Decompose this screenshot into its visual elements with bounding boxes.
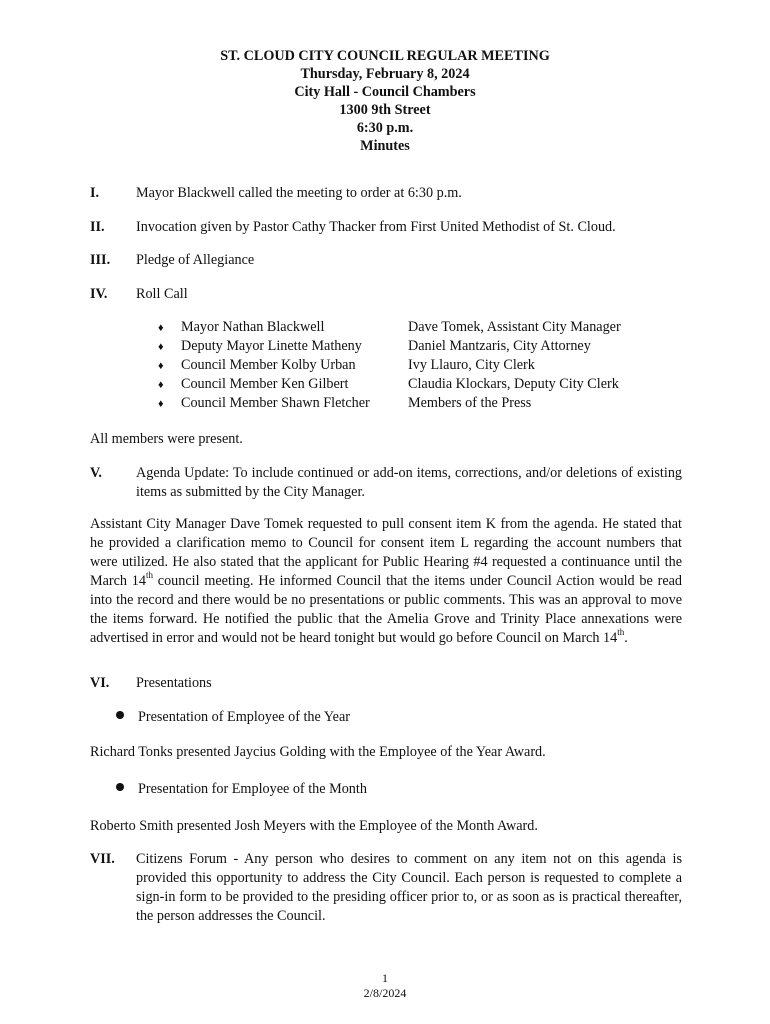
member-name: Council Member Kolby Urban: [181, 357, 356, 373]
item-text: Invocation given by Pastor Cathy Thacker from First United Methodist of St. Cloud.: [136, 219, 616, 235]
list-item: [158, 375, 370, 394]
staff-name: Daniel Mantzaris, City Attorney: [408, 338, 591, 354]
member-name: Deputy Mayor Linette Matheny: [181, 338, 362, 354]
list-item: [158, 356, 370, 375]
item-ii: [90, 218, 682, 237]
diamond-bullet-icon: ♦: [158, 398, 164, 410]
item-text: Citizens Forum - Any person who desires to comment on any item not on this agenda is provided this opportunity to address the City Council. Each person is requested to complete a sign-in form to be provided to the presiding officer prior to, or as soon as is practical thereafter, the person addresses the Council.: [136, 851, 682, 924]
item-number: III.: [90, 252, 111, 268]
item-i: [90, 184, 682, 203]
meeting-address: 1300 9th Street: [339, 102, 431, 118]
roll-call-members: [158, 318, 370, 413]
meeting-location: City Hall - Council Chambers: [294, 84, 476, 100]
diamond-bullet-icon: ♦: [158, 379, 164, 391]
superscript: th: [617, 627, 625, 638]
agenda-update-paragraph: [90, 515, 682, 648]
item-v: [90, 464, 682, 502]
item-number: II.: [90, 219, 105, 235]
superscript: th: [146, 570, 154, 581]
list-item: [158, 394, 370, 413]
item-number: VII.: [90, 851, 115, 867]
staff-name: Members of the Press: [408, 395, 532, 411]
diamond-bullet-icon: ♦: [158, 322, 164, 334]
list-item: [158, 337, 370, 356]
item-text: Presentations: [136, 675, 212, 691]
item-text: Pledge of Allegiance: [136, 252, 255, 268]
list-item: [114, 708, 350, 727]
presentation-paragraph: Roberto Smith presented Josh Meyers with the Employee of the Month Award.: [90, 818, 538, 834]
footer-date: 2/8/2024: [363, 986, 407, 1000]
staff-name: Ivy Llauro, City Clerk: [408, 357, 535, 373]
page-footer: [0, 971, 770, 1001]
item-number: VI.: [90, 675, 110, 691]
document-type: Minutes: [360, 138, 410, 154]
meeting-title: ST. CLOUD CITY COUNCIL REGULAR MEETING: [220, 48, 550, 64]
item-vi: [90, 674, 682, 693]
member-name: Council Member Shawn Fletcher: [181, 395, 370, 411]
meeting-time: 6:30 p.m.: [356, 120, 414, 136]
bullet-icon: [116, 711, 124, 719]
item-number: V.: [90, 465, 102, 481]
staff-name: Claudia Klockars, Deputy City Clerk: [408, 376, 619, 392]
item-text: Roll Call: [136, 286, 188, 302]
item-number: I.: [90, 185, 100, 201]
paragraph-text: Assistant City Manager Dave Tomek requested to pull consent item K from the agenda. He stated that he provided a clarification memo to Council for consent item L regarding the account numbers that were utilized. He also stated that the applicant for Public Hearing #4 requested a continuance until the March 14: [90, 516, 682, 589]
list-item: [158, 318, 370, 337]
roll-call-staff: [408, 318, 621, 413]
item-text: Mayor Blackwell called the meeting to order at 6:30 p.m.: [136, 185, 462, 201]
item-vii: [90, 850, 682, 926]
staff-name: Dave Tomek, Assistant City Manager: [408, 319, 621, 335]
item-iv: [90, 285, 682, 304]
member-name: Mayor Nathan Blackwell: [181, 319, 325, 335]
diamond-bullet-icon: ♦: [158, 360, 164, 372]
list-item: [114, 780, 367, 799]
item-text: Agenda Update: To include continued or add-on items, corrections, and/or deletions of existing items as submitted by the City Manager.: [136, 465, 682, 500]
bullet-icon: [116, 783, 124, 791]
item-number: IV.: [90, 286, 108, 302]
meeting-date: Thursday, February 8, 2024: [300, 66, 470, 82]
presentation-paragraph: Richard Tonks presented Jaycius Golding with the Employee of the Year Award.: [90, 744, 546, 760]
all-present-text: All members were present.: [90, 431, 243, 447]
presentation-title: Presentation of Employee of the Year: [138, 709, 350, 725]
paragraph-text: .: [624, 630, 628, 646]
document-header: [0, 47, 770, 155]
page-number: 1: [382, 971, 388, 985]
member-name: Council Member Ken Gilbert: [181, 376, 349, 392]
diamond-bullet-icon: ♦: [158, 341, 164, 353]
paragraph-text: council meeting. He informed Council that the items under Council Action would be read into the record and there would be no presentations or public comments. This was an approval to move the items forward. He notified the public that the Amelia Grove and Trinity Place annexations were advertised in error and would not be heard tonight but would go before Council on March 14: [90, 573, 683, 646]
presentation-title: Presentation for Employee of the Month: [138, 781, 367, 797]
item-iii: [90, 251, 682, 270]
